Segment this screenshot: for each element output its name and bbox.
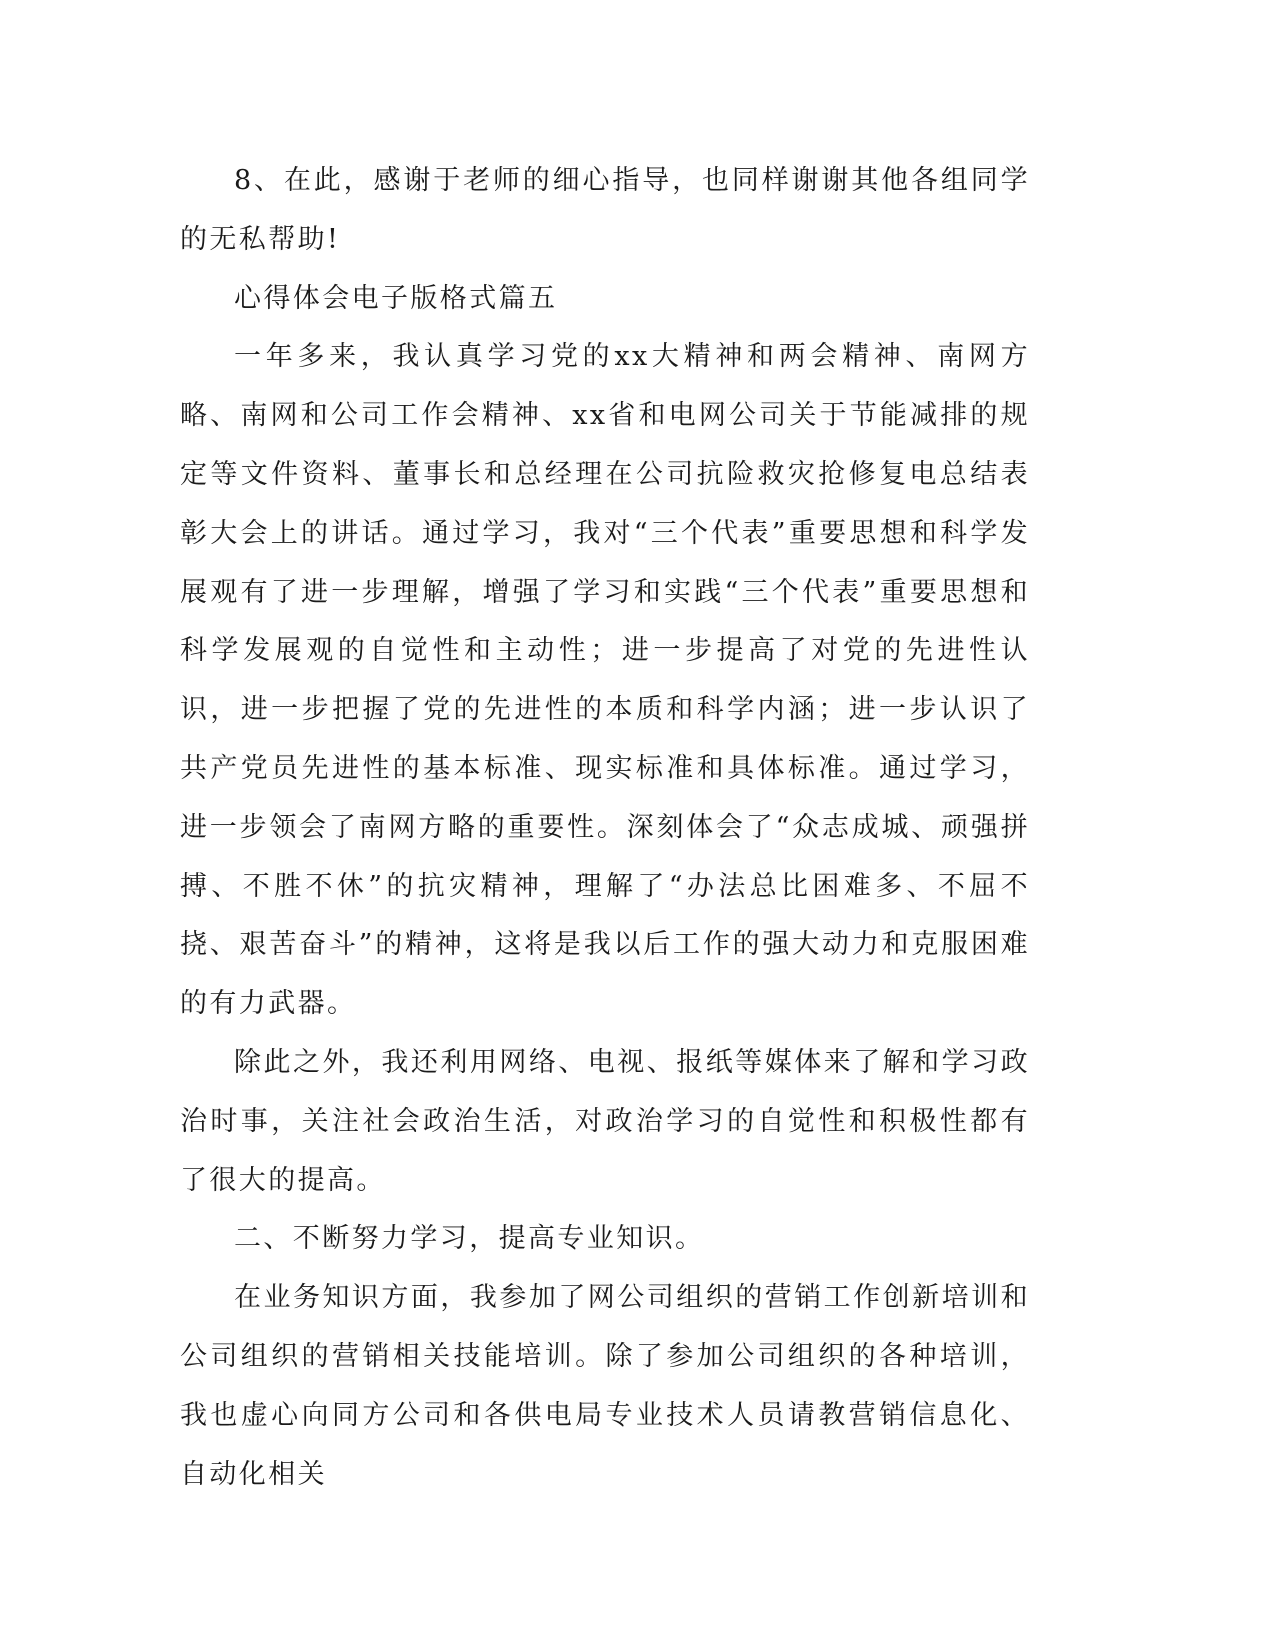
document-page: [180, 152, 1030, 1504]
paragraph-media: 除此之外，我还利用网络、电视、报纸等媒体来了解和学习政治时事，关注社会政治生活，对政治学习的自觉性和积极性都有了很大的提高。: [180, 1046, 1030, 1196]
section-heading-professional: 二、不断努力学习，提高专业知识。: [234, 1223, 705, 1255]
paragraph-training: 在业务知识方面，我参加了网公司组织的营销工作创新培训和公司组织的营销相关技能培训。除了参加公司组织的各种培训，我也虚心向同方公司和各供电局专业技术人员请教营销信息化、自动化相关: [180, 1282, 1030, 1490]
section-heading: 心得体会电子版格式篇五: [234, 282, 558, 314]
paragraph-study: 一年多来，我认真学习党的xx大精神和两会精神、南网方略、南网和公司工作会精神、xx省和电网公司关于节能减排的规定等文件资料、董事长和总经理在公司抗险救灾抢修复电总结表彰大会上的讲话。通过学习，我对“三个代表”重要思想和科学发展观有了进一步理解，增强了学习和实践“三个代表”重要思想和科学发展观的自觉性和主动性；进一步提高了对党的先进性认识，进一步把握了党的先进性的本质和科学内涵；进一步认识了共产党员先进性的基本标准、现实标准和具体标准。通过学习，进一步领会了南网方略的重要性。深刻体会了“众志成城、顽强拼搏、不胜不休”的抗灾精神，理解了“办法总比困难多、不屈不挠、艰苦奋斗”的精神，这将是我以后工作的强大动力和克服困难的有力武器。: [180, 341, 1030, 1020]
paragraph-thanks: 8、在此，感谢于老师的细心指导，也同样谢谢其他各组同学的无私帮助!: [180, 165, 1030, 255]
